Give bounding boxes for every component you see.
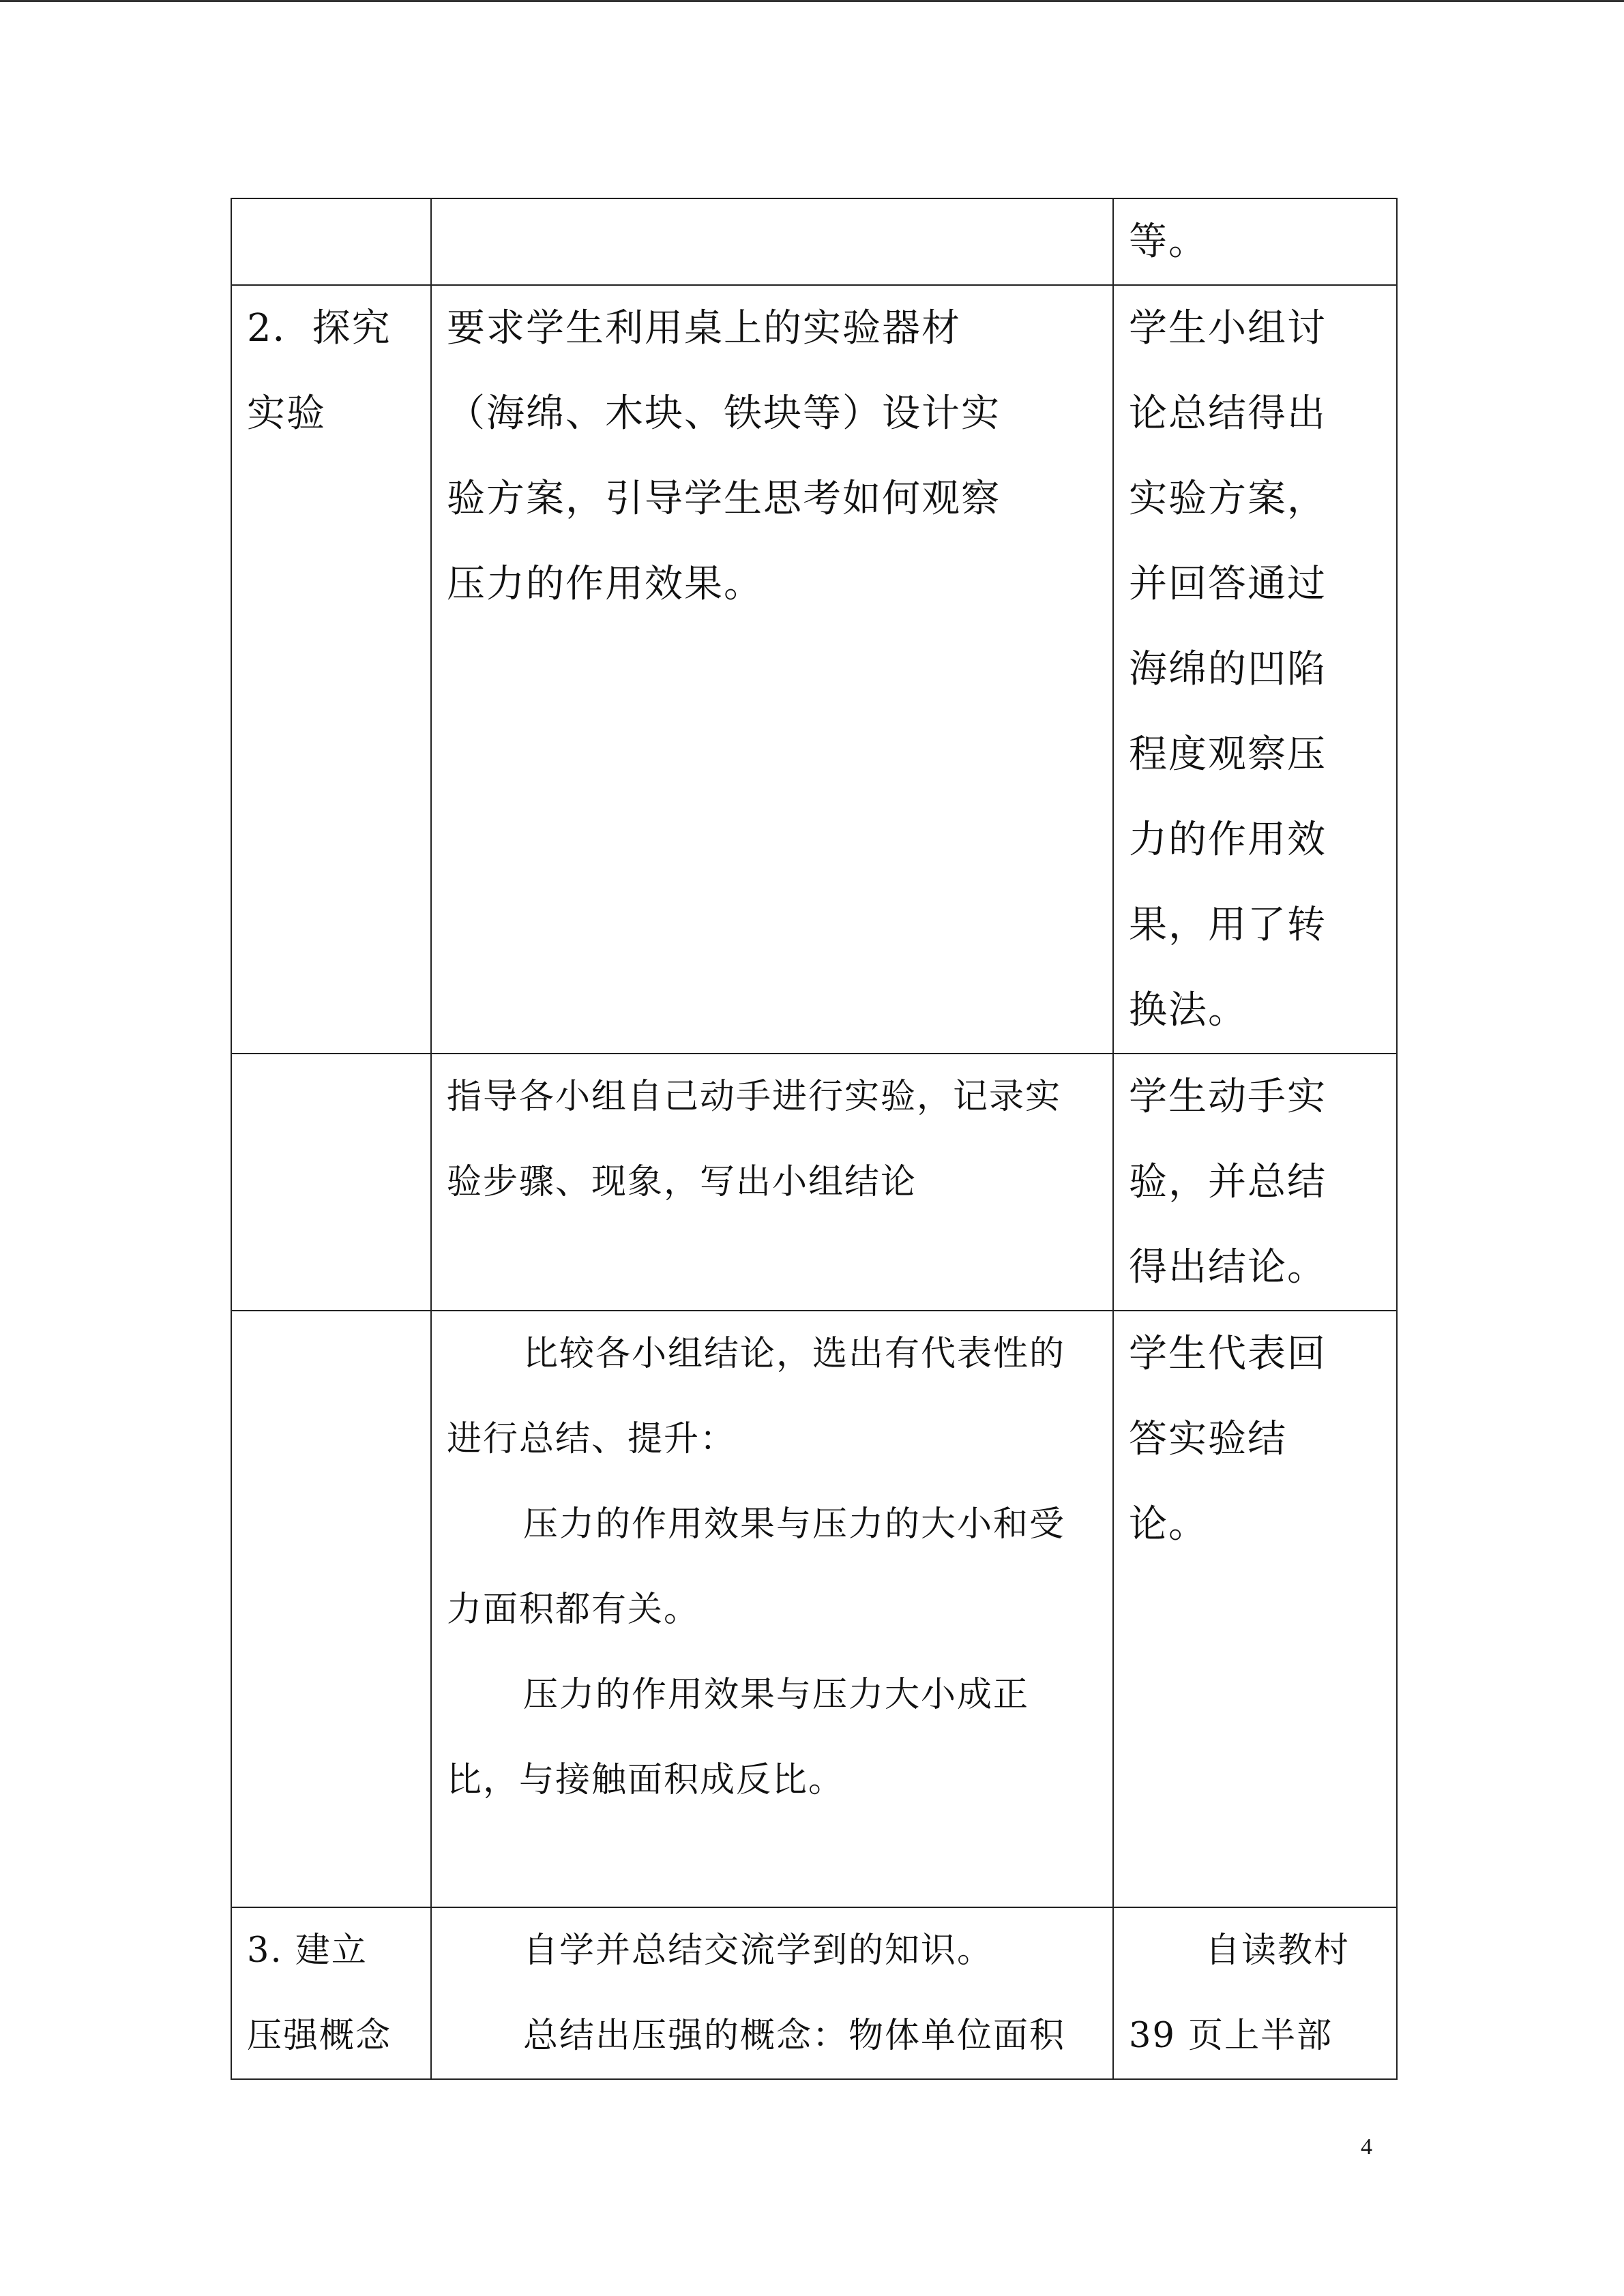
- table-row: [231, 1054, 1397, 1311]
- cell-text-line: 3. 建立: [247, 1930, 368, 1971]
- step-cell: [231, 285, 431, 1054]
- cell-text-line: 力面积都有关。: [447, 1590, 700, 1630]
- student-activity-cell: [1113, 1311, 1397, 1907]
- cell-text-line: 学生动手实: [1129, 1075, 1327, 1119]
- cell-text-line: 总结出压强的概念：物体单位面积: [523, 2016, 1066, 2056]
- cell-text-line: 换法。: [1129, 988, 1247, 1032]
- step-cell: [231, 1311, 431, 1907]
- cell-text-line: 压力的作用效果与压力大小成正: [523, 1675, 1030, 1715]
- step-cell: [231, 198, 431, 285]
- cell-text-line: 进行总结、提升：: [447, 1419, 737, 1459]
- cell-text-line: 压强概念: [247, 2016, 392, 2056]
- student-activity-cell: [1113, 1907, 1397, 2079]
- cell-text-line: 实验方案，: [1129, 477, 1327, 521]
- cell-text-line: 压力的作用效果与压力的大小和受: [523, 1504, 1066, 1545]
- teacher-activity-cell: [431, 1054, 1113, 1311]
- cell-text-line: 验步骤、现象，写出小组结论: [447, 1162, 917, 1202]
- cell-text-line: 学生小组讨: [1129, 306, 1327, 351]
- table-row: [231, 285, 1397, 1054]
- cell-text-line: 得出结论。: [1129, 1245, 1327, 1289]
- step-cell: [231, 1907, 431, 2079]
- cell-text-line: 39 页上半部: [1129, 2016, 1333, 2056]
- cell-text-line: 压力的作用效果。: [447, 562, 763, 606]
- cell-text-line: 验，并总结: [1129, 1160, 1327, 1204]
- cell-text-line: 2．探究: [247, 306, 392, 351]
- top-border-line: [0, 0, 1624, 2]
- table-row: [231, 198, 1397, 285]
- step-cell: [231, 1054, 431, 1311]
- cell-text-line: 实验: [247, 391, 326, 436]
- cell-text-line: 海绵的凹陷: [1129, 647, 1327, 691]
- cell-text-line: 力的作用效: [1129, 818, 1327, 862]
- cell-text-line: 自学并总结交流学到的知识。: [523, 1930, 994, 1971]
- student-activity-cell: [1113, 1054, 1397, 1311]
- cell-text-line: 论。: [1129, 1502, 1208, 1547]
- cell-text-line: 并回答通过: [1129, 562, 1327, 606]
- teacher-activity-cell: [431, 1311, 1113, 1907]
- lesson-plan-table: [231, 198, 1398, 2080]
- cell-text-line: 自读教村: [1205, 1930, 1350, 1971]
- cell-text-line: 答实验结: [1129, 1417, 1287, 1461]
- cell-text-line: 验方案，引导学生思考如何观察: [447, 477, 1001, 521]
- teacher-activity-cell: [431, 1907, 1113, 2079]
- cell-text-line: 等。: [1129, 220, 1208, 264]
- cell-text-line: 学生代表回: [1129, 1332, 1327, 1376]
- table-row: [231, 1907, 1397, 2079]
- table-row: [231, 1311, 1397, 1907]
- cell-text-line: 比较各小组结论，选出有代表性的: [523, 1334, 1066, 1374]
- cell-text-line: 程度观察压: [1129, 732, 1327, 777]
- cell-text-line: 果，用了转: [1129, 903, 1327, 947]
- cell-text-line: 比，与接触面积成反比。: [447, 1760, 845, 1800]
- cell-text-line: 论总结得出: [1129, 391, 1327, 436]
- cell-text-line: 指导各小组自己动手进行实验，记录实: [447, 1077, 1062, 1117]
- student-activity-cell: [1113, 285, 1397, 1054]
- student-activity-cell: [1113, 198, 1397, 285]
- page-number: 4: [1361, 2134, 1372, 2160]
- cell-text-line: （海绵、木块、铁块等）设计实: [447, 391, 1001, 436]
- cell-text-line: 要求学生利用桌上的实验器材: [447, 306, 961, 351]
- teacher-activity-cell: [431, 285, 1113, 1054]
- teacher-activity-cell: [431, 198, 1113, 285]
